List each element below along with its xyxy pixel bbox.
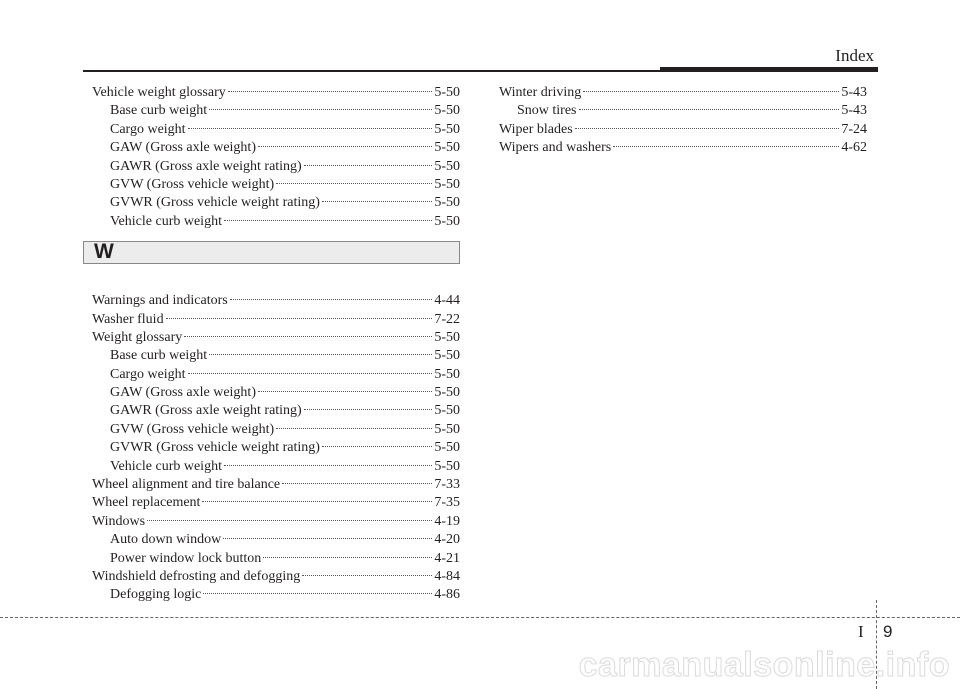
index-entry: [92, 139, 460, 157]
dot-leader: [202, 501, 432, 502]
dot-leader: [224, 465, 432, 466]
index-column-left: [92, 84, 460, 605]
index-entry: [92, 384, 460, 402]
dot-leader: [230, 299, 433, 300]
entry-page: 5-50: [434, 103, 460, 119]
dot-leader: [258, 146, 432, 147]
dot-leader: [322, 446, 432, 447]
index-entry: [92, 311, 460, 329]
index-entry: [92, 586, 460, 604]
entry-label: Warnings and indicators: [92, 293, 228, 309]
index-entry: [92, 531, 460, 549]
footer-dashed-rule: [0, 617, 960, 618]
dot-leader: [188, 128, 433, 129]
entry-label: Auto down window: [110, 532, 222, 548]
entry-label: Base curb weight: [110, 103, 208, 119]
dot-leader: [613, 146, 839, 147]
dot-leader: [258, 391, 432, 392]
index-entry: [92, 513, 460, 531]
dot-leader: [209, 354, 432, 355]
entry-label: GVWR (Gross vehicle weight rating): [110, 195, 320, 211]
index-entry: [92, 439, 460, 457]
entry-label: GAW (Gross axle weight): [110, 385, 256, 401]
dot-leader: [263, 557, 432, 558]
entry-label: GAWR (Gross axle weight rating): [110, 158, 302, 174]
index-entry: [499, 139, 867, 157]
dot-leader: [276, 428, 432, 429]
entry-page: 5-50: [434, 121, 460, 137]
entry-label: Defogging logic: [110, 587, 202, 603]
index-entry: [92, 194, 460, 212]
dot-leader: [147, 520, 432, 521]
entry-page: 4-19: [434, 513, 460, 529]
entry-label: Windshield defrosting and defogging: [92, 568, 301, 584]
entry-page: 5-43: [841, 85, 867, 100]
entry-label: GVWR (Gross vehicle weight rating): [110, 440, 320, 456]
page-title: Index: [835, 46, 874, 65]
entry-page: 7-35: [434, 495, 460, 511]
dot-leader: [282, 483, 432, 484]
entry-page: 5-50: [434, 213, 460, 229]
entry-page: 5-50: [434, 329, 460, 345]
entry-label: GAW (Gross axle weight): [110, 140, 256, 156]
entry-label: Vehicle weight glossary: [92, 85, 226, 100]
dot-leader: [223, 538, 432, 539]
entry-label: Winter driving: [499, 85, 582, 100]
entry-page: 5-43: [841, 103, 867, 119]
dot-leader: [228, 91, 433, 92]
dot-leader: [579, 109, 840, 110]
dot-leader: [583, 91, 839, 92]
entry-label: Wiper blades: [499, 121, 573, 137]
dot-leader: [188, 373, 433, 374]
footer-chapter: I: [858, 622, 864, 641]
entry-label: Weight glossary: [92, 329, 183, 345]
entry-page: 7-24: [841, 121, 867, 137]
section-letter: W: [94, 240, 114, 264]
index-entry: [499, 121, 867, 139]
entry-label: Wheel alignment and tire balance: [92, 477, 281, 493]
entry-page: 5-50: [434, 366, 460, 382]
entry-label: Base curb weight: [110, 348, 208, 364]
index-entry: [92, 366, 460, 384]
section-header-w: [83, 241, 460, 264]
entry-label: GAWR (Gross axle weight rating): [110, 403, 302, 419]
entry-label: Windows: [92, 513, 146, 529]
index-entry: [92, 213, 460, 231]
index-entry: [92, 347, 460, 365]
dot-leader: [203, 593, 432, 594]
index-entry: [92, 458, 460, 476]
entry-page: 5-50: [434, 403, 460, 419]
entry-label: Cargo weight: [110, 121, 186, 137]
entry-label: GVW (Gross vehicle weight): [110, 176, 275, 192]
dot-leader: [184, 336, 432, 337]
dot-leader: [304, 409, 433, 410]
entry-page: 5-50: [434, 176, 460, 192]
index-group-w-continued: [499, 84, 867, 158]
entry-label: GVW (Gross vehicle weight): [110, 421, 275, 437]
entry-page: 7-33: [434, 477, 460, 493]
entry-page: 4-62: [841, 140, 867, 156]
index-entry: [92, 494, 460, 512]
dot-leader: [209, 109, 432, 110]
dot-leader: [276, 183, 432, 184]
dot-leader: [575, 128, 840, 129]
dot-leader: [304, 165, 433, 166]
entry-page: 5-50: [434, 440, 460, 456]
dot-leader: [302, 575, 432, 576]
index-entry: [92, 402, 460, 420]
entry-label: Wipers and washers: [499, 140, 612, 156]
entry-label: Wheel replacement: [92, 495, 201, 511]
entry-page: 5-50: [434, 421, 460, 437]
entry-label: Power window lock button: [110, 550, 262, 566]
entry-page: 4-44: [434, 293, 460, 309]
entry-label: Washer fluid: [92, 311, 164, 327]
entry-page: 5-50: [434, 458, 460, 474]
index-entry: [92, 568, 460, 586]
entry-label: Vehicle curb weight: [110, 458, 222, 474]
entry-page: 5-50: [434, 140, 460, 156]
entry-page: 5-50: [434, 385, 460, 401]
entry-page: 4-20: [434, 532, 460, 548]
index-entry: [499, 84, 867, 102]
entry-label: Vehicle curb weight: [110, 213, 222, 229]
index-column-right: [499, 84, 867, 158]
index-entry: [92, 176, 460, 194]
entry-page: 4-21: [434, 550, 460, 566]
entry-page: 5-50: [434, 348, 460, 364]
entry-page: 5-50: [434, 195, 460, 211]
footer-page-number: 9: [883, 622, 893, 641]
index-entry: [92, 329, 460, 347]
header-rule: [83, 70, 878, 72]
dot-leader: [166, 318, 433, 319]
dot-leader: [322, 201, 432, 202]
index-group-w: [92, 292, 460, 605]
index-entry: [92, 84, 460, 102]
entry-page: 4-84: [434, 568, 460, 584]
watermark-logo: carmanualsonline.info: [578, 646, 950, 684]
index-entry: [92, 421, 460, 439]
entry-page: 5-50: [434, 85, 460, 100]
index-entry: [92, 158, 460, 176]
entry-page: 7-22: [434, 311, 460, 327]
entry-label: Cargo weight: [110, 366, 186, 382]
entry-label: Snow tires: [517, 103, 577, 119]
index-entry: [92, 476, 460, 494]
index-entry: [92, 292, 460, 310]
index-entry: [92, 121, 460, 139]
index-entry: [92, 550, 460, 568]
entry-page: 5-50: [434, 158, 460, 174]
index-group-v: [92, 84, 460, 231]
dot-leader: [224, 220, 432, 221]
index-entry: [499, 102, 867, 120]
index-entry: [92, 102, 460, 120]
entry-page: 4-86: [434, 587, 460, 603]
